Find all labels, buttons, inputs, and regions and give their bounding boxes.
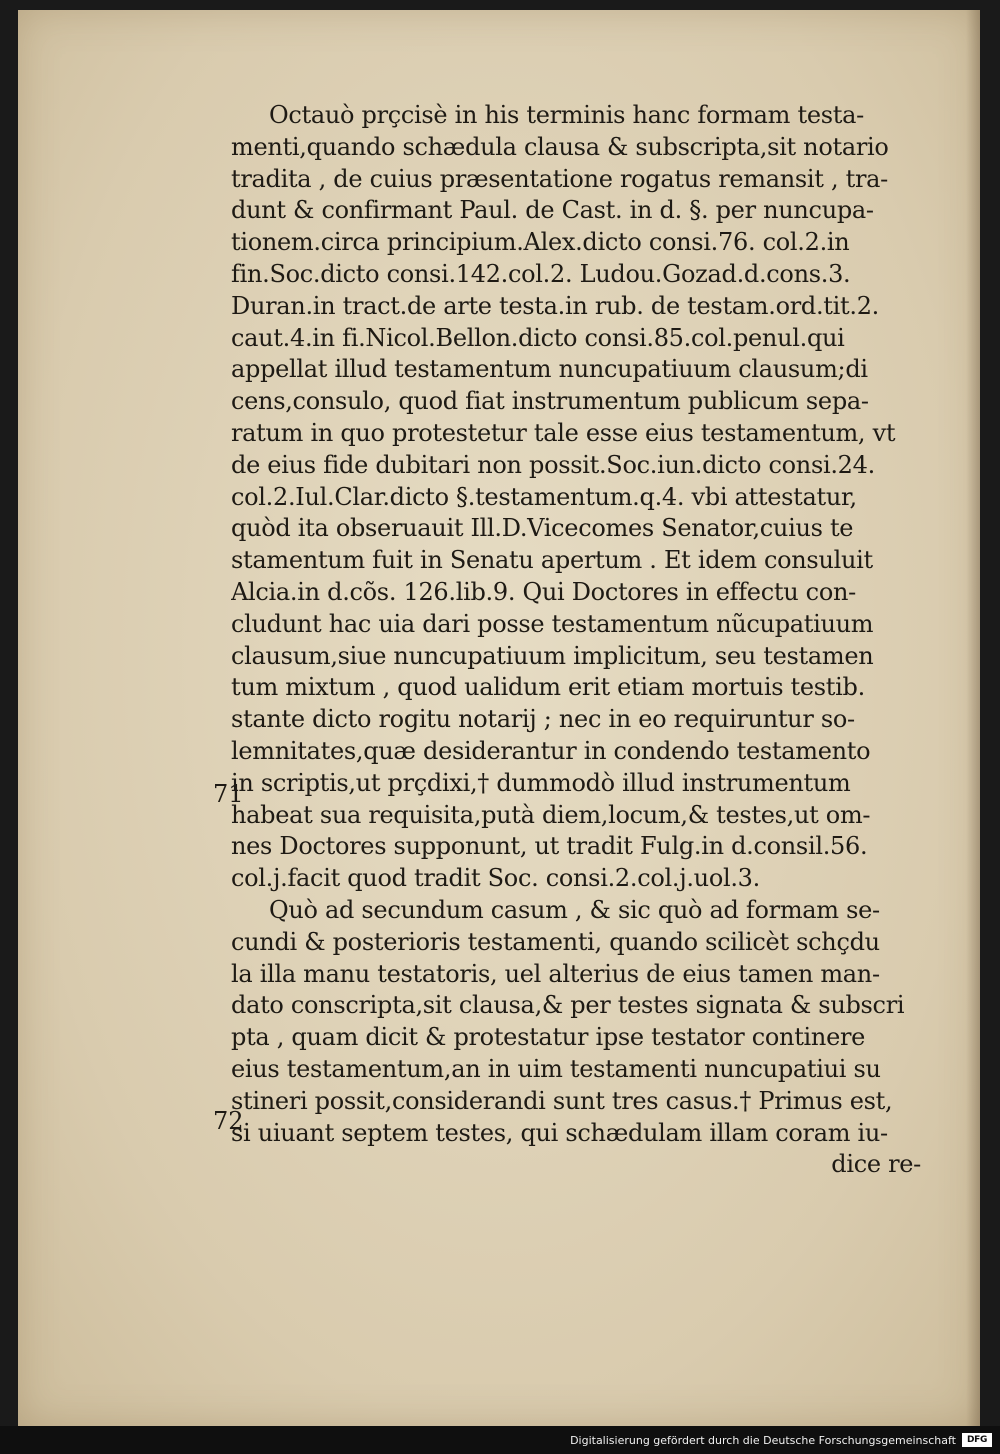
text-line: tionem.circa principium.Alex.dicto consi.76. col.2.in xyxy=(231,228,850,257)
text-line: dato conscripta,sit clausa,& per testes signata & subscri xyxy=(231,991,905,1020)
text-line: Alcia.in d.cõs. 126.lib.9. Qui Doctores in effectu con- xyxy=(231,577,856,606)
catchword: dice re- xyxy=(831,1150,921,1179)
text-line: stineri possit,considerandi sunt tres casus.† Primus est, xyxy=(231,1086,893,1115)
text-line: cundi & posterioris testamenti, quando scilicèt schçdu xyxy=(231,927,880,956)
text-line: menti,quando schædula clausa & subscripta,sit notario xyxy=(231,132,889,161)
text-line: fin.Soc.dicto consi.142.col.2. Ludou.Gozad.d.cons.3. xyxy=(231,259,851,288)
text-line: de eius fide dubitari non possit.Soc.iun.dicto consi.24. xyxy=(231,450,875,479)
page-edge-shadow xyxy=(966,10,980,1426)
text-line: nes Doctores supponunt, ut tradit Fulg.in d.consil.56. xyxy=(231,832,868,861)
text-line: habeat sua requisita,putà diem,locum,& testes,ut om- xyxy=(231,800,871,829)
text-line: lemnitates,quæ desiderantur in condendo testamento xyxy=(231,736,871,765)
text-line: cludunt hac uia dari posse testamentum nũcupatiuum xyxy=(231,609,874,638)
page-text-block xyxy=(231,100,921,1181)
text-line: col.j.facit quod tradit Soc. consi.2.col.j.uol.3. xyxy=(231,864,760,893)
text-line: si uiuant septem testes, qui schædulam illam coram iu- xyxy=(231,1118,888,1147)
dfg-logo: DFG xyxy=(962,1433,992,1447)
text-line: clausum,siue nuncupatiuum implicitum, seu testamen xyxy=(231,641,874,670)
text-line: Quò ad secundum casum , & sic quò ad formam se- xyxy=(269,895,880,924)
text-line: caut.4.in fi.Nicol.Bellon.dicto consi.85.col.penul.qui xyxy=(231,323,845,352)
text-line: stamentum fuit in Senatu apertum . Et idem consuluit xyxy=(231,546,873,575)
text-line: Duran.in tract.de arte testa.in rub. de testam.ord.tit.2. xyxy=(231,291,879,320)
text-line: Octauò prçcisè in his terminis hanc formam testa- xyxy=(269,101,864,129)
text-line: la illa manu testatoris, uel alterius de eius tamen man- xyxy=(231,959,880,988)
text-line: in scriptis,ut prçdixi,† dummodò illud instrumentum xyxy=(231,768,851,797)
text-line: pta , quam dicit & protestatur ipse testator continere xyxy=(231,1023,866,1052)
text-line: quòd ita obseruauit Ill.D.Vicecomes Senator,cuius te xyxy=(231,514,854,543)
text-line: stante dicto rogitu notarij ; nec in eo requiruntur so- xyxy=(231,705,855,734)
footer-credit: Digitalisierung gefördert durch die Deutsche Forschungsgemeinschaft xyxy=(570,1434,956,1447)
text-line: ratum in quo protestetur tale esse eius testamentum, vt xyxy=(231,418,896,447)
margin-number: 71 xyxy=(213,780,244,808)
text-line: col.2.Iul.Clar.dicto §.testamentum.q.4. vbi attestatur, xyxy=(231,482,857,511)
margin-number: 72 xyxy=(213,1107,244,1135)
text-line: dunt & confirmant Paul. de Cast. in d. §. per nuncupa- xyxy=(231,196,874,225)
text-line: tradita , de cuius præsentatione rogatus remansit , tra- xyxy=(231,164,888,193)
text-line: appellat illud testamentum nuncupatiuum clausum;di xyxy=(231,355,868,384)
footer-bar xyxy=(0,1426,1000,1454)
text-line: cens,consulo, quod fiat instrumentum publicum sepa- xyxy=(231,387,869,416)
text-line: tum mixtum , quod ualidum erit etiam mortuis testib. xyxy=(231,673,865,702)
text-line: eius testamentum,an in uim testamenti nuncupatiui su xyxy=(231,1054,881,1083)
